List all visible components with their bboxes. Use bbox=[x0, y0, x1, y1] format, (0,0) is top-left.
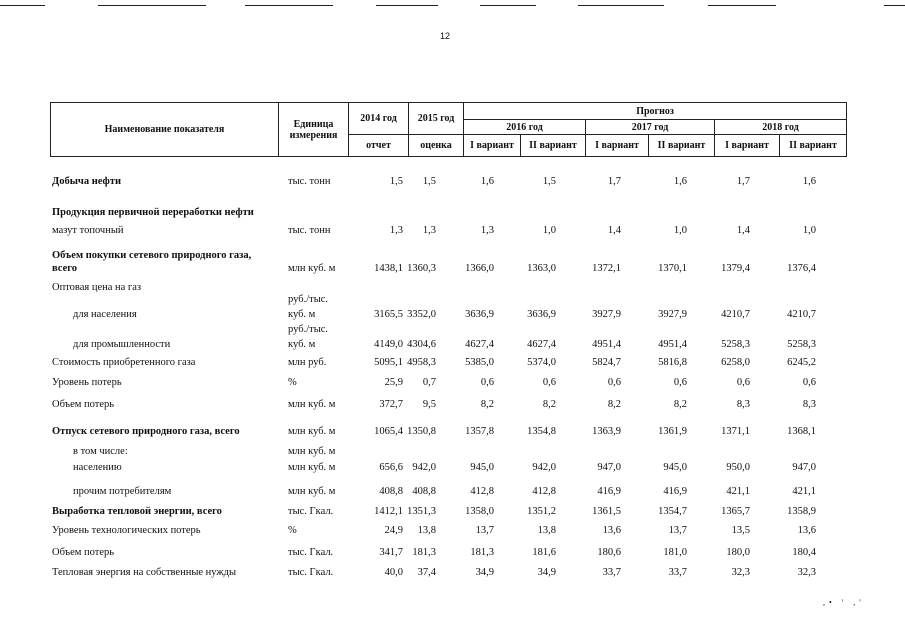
row-value: 942,0 bbox=[532, 462, 556, 473]
row-unit: % bbox=[288, 525, 297, 536]
row-value: 947,0 bbox=[792, 462, 816, 473]
top-rule bbox=[480, 5, 536, 6]
row-unit: тыс. Гкал. bbox=[288, 547, 334, 558]
row-value: 5385,0 bbox=[465, 357, 494, 368]
header-variant-1: I вариант bbox=[464, 135, 521, 157]
row-label: Отпуск сетевого природного газа, всего bbox=[52, 426, 240, 437]
header-variant-2: II вариант bbox=[521, 135, 586, 157]
row-value: 3636,9 bbox=[527, 309, 556, 320]
row-label: для промышленности bbox=[73, 339, 171, 350]
row-unit: млн руб. bbox=[288, 357, 327, 368]
row-value: 13,5 bbox=[731, 525, 750, 536]
top-rule bbox=[245, 5, 333, 6]
row-value: 34,9 bbox=[537, 567, 556, 578]
row-unit: куб. м bbox=[288, 339, 316, 350]
row-value: 1361,9 bbox=[658, 426, 687, 437]
row-value: 1358,9 bbox=[787, 506, 816, 517]
table-row bbox=[0, 426, 905, 440]
header-2014: 2014 год bbox=[349, 103, 409, 135]
row-value: 181,3 bbox=[412, 547, 436, 558]
row-value: 412,8 bbox=[532, 486, 556, 497]
row-value: 32,3 bbox=[731, 567, 750, 578]
row-value: 1379,4 bbox=[721, 263, 750, 274]
row-value: 1350,8 bbox=[407, 426, 436, 437]
row-value: 1,6 bbox=[802, 176, 816, 187]
row-value: 8,2 bbox=[673, 399, 687, 410]
row-value: 1351,2 bbox=[527, 506, 556, 517]
row-value: 1366,0 bbox=[465, 263, 494, 274]
row-value: 3927,9 bbox=[592, 309, 621, 320]
row-value: 1,6 bbox=[480, 176, 494, 187]
row-value: 181,0 bbox=[663, 547, 687, 558]
row-value: 1,6 bbox=[673, 176, 687, 187]
row-value: 3636,9 bbox=[465, 309, 494, 320]
row-value: 8,3 bbox=[736, 399, 750, 410]
row-value: 37,4 bbox=[417, 567, 436, 578]
row-value: 656,6 bbox=[379, 462, 403, 473]
row-label: для населения bbox=[73, 309, 137, 320]
row-value: 0,6 bbox=[736, 377, 750, 388]
row-value: 6245,2 bbox=[787, 357, 816, 368]
row-value: 1360,3 bbox=[407, 263, 436, 274]
table-row bbox=[0, 294, 905, 308]
row-unit: куб. м bbox=[288, 309, 316, 320]
table-row bbox=[0, 462, 905, 476]
row-value: 4304,6 bbox=[407, 339, 436, 350]
row-value: 1357,8 bbox=[465, 426, 494, 437]
top-rule bbox=[0, 5, 45, 6]
table-row bbox=[0, 176, 905, 190]
row-value: 416,9 bbox=[663, 486, 687, 497]
row-value: 4951,4 bbox=[658, 339, 687, 350]
row-value: 5258,3 bbox=[721, 339, 750, 350]
row-value: 1370,1 bbox=[658, 263, 687, 274]
table-row bbox=[0, 207, 905, 221]
row-value: 1354,7 bbox=[658, 506, 687, 517]
row-value: 1065,4 bbox=[374, 426, 403, 437]
row-value: 0,6 bbox=[673, 377, 687, 388]
row-value: 1361,5 bbox=[592, 506, 621, 517]
row-value: 8,2 bbox=[480, 399, 494, 410]
row-value: 0,6 bbox=[802, 377, 816, 388]
row-value: 34,9 bbox=[475, 567, 494, 578]
row-value: 32,3 bbox=[797, 567, 816, 578]
row-value: 9,5 bbox=[422, 399, 436, 410]
row-label: всего bbox=[52, 263, 78, 274]
row-unit: млн куб. м bbox=[288, 486, 336, 497]
row-unit: руб./тыс. bbox=[288, 324, 329, 335]
table-row bbox=[0, 547, 905, 561]
row-value: 0,6 bbox=[480, 377, 494, 388]
row-value: 4958,3 bbox=[407, 357, 436, 368]
row-unit: млн куб. м bbox=[288, 263, 336, 274]
row-unit: тыс. тонн bbox=[288, 176, 331, 187]
row-value: 945,0 bbox=[663, 462, 687, 473]
table-row bbox=[0, 309, 905, 323]
table-row bbox=[0, 525, 905, 539]
row-value: 412,8 bbox=[470, 486, 494, 497]
table-row bbox=[0, 324, 905, 338]
row-value: 180,4 bbox=[792, 547, 816, 558]
table-header bbox=[50, 102, 847, 157]
row-label: Выработка тепловой энергии, всего bbox=[52, 506, 222, 517]
row-value: 180,6 bbox=[597, 547, 621, 558]
row-label: Уровень технологических потерь bbox=[52, 525, 201, 536]
row-value: 1351,3 bbox=[407, 506, 436, 517]
row-value: 33,7 bbox=[602, 567, 621, 578]
row-label: Добыча нефти bbox=[52, 176, 122, 187]
row-value: 1363,0 bbox=[527, 263, 556, 274]
table-row bbox=[0, 399, 905, 413]
row-value: 372,7 bbox=[379, 399, 403, 410]
row-value: 13,6 bbox=[602, 525, 621, 536]
row-value: 1,3 bbox=[480, 225, 494, 236]
header-2017: 2017 год bbox=[586, 120, 715, 135]
row-value: 13,7 bbox=[475, 525, 494, 536]
row-value: 942,0 bbox=[412, 462, 436, 473]
row-unit: тыс. Гкал. bbox=[288, 506, 334, 517]
row-value: 13,8 bbox=[537, 525, 556, 536]
row-label: населению bbox=[73, 462, 122, 473]
row-value: 421,1 bbox=[792, 486, 816, 497]
table-row bbox=[0, 250, 905, 264]
row-value: 1,3 bbox=[422, 225, 436, 236]
row-value: 4627,4 bbox=[527, 339, 556, 350]
header-estimate: оценка bbox=[409, 135, 464, 157]
row-value: 0,6 bbox=[542, 377, 556, 388]
row-value: 181,6 bbox=[532, 547, 556, 558]
row-value: 3927,9 bbox=[658, 309, 687, 320]
header-variant-1: I вариант bbox=[715, 135, 780, 157]
row-value: 950,0 bbox=[726, 462, 750, 473]
header-variant-2: II вариант bbox=[780, 135, 847, 157]
table-row bbox=[0, 567, 905, 581]
row-label: Объем потерь bbox=[52, 547, 115, 558]
table-row bbox=[0, 486, 905, 500]
table-row bbox=[0, 506, 905, 520]
row-value: 1,5 bbox=[422, 176, 436, 187]
table-row bbox=[0, 357, 905, 371]
row-label: Тепловая энергия на собственные нужды bbox=[52, 567, 237, 578]
header-2015: 2015 год bbox=[409, 103, 464, 135]
row-value: 1,0 bbox=[542, 225, 556, 236]
row-value: 1376,4 bbox=[787, 263, 816, 274]
header-variant-1: I вариант bbox=[586, 135, 649, 157]
table-row bbox=[0, 377, 905, 391]
row-value: 4627,4 bbox=[465, 339, 494, 350]
row-unit: млн куб. м bbox=[288, 462, 336, 473]
row-value: 1,7 bbox=[736, 176, 750, 187]
row-value: 1372,1 bbox=[592, 263, 621, 274]
row-value: 180,0 bbox=[726, 547, 750, 558]
row-value: 1,5 bbox=[389, 176, 403, 187]
row-value: 1354,8 bbox=[527, 426, 556, 437]
row-value: 24,9 bbox=[384, 525, 403, 536]
row-value: 341,7 bbox=[379, 547, 403, 558]
row-value: 5374,0 bbox=[527, 357, 556, 368]
row-label: Объем покупки сетевого природного газа, bbox=[52, 250, 252, 261]
row-value: 1,5 bbox=[542, 176, 556, 187]
top-rule bbox=[98, 5, 206, 6]
row-unit: млн куб. м bbox=[288, 399, 336, 410]
row-value: 416,9 bbox=[597, 486, 621, 497]
row-label: Продукция первичной переработки нефти bbox=[52, 207, 254, 218]
row-value: 1371,1 bbox=[721, 426, 750, 437]
row-value: 1358,0 bbox=[465, 506, 494, 517]
row-label: мазут топочный bbox=[52, 225, 124, 236]
row-value: 1368,1 bbox=[787, 426, 816, 437]
row-label: Стоимость приобретенного газа bbox=[52, 357, 196, 368]
row-unit: млн куб. м bbox=[288, 446, 336, 457]
header-report: отчет bbox=[349, 135, 409, 157]
header-indicator: Наименование показателя bbox=[51, 103, 279, 157]
row-label: Объем потерь bbox=[52, 399, 115, 410]
row-unit: тыс. Гкал. bbox=[288, 567, 334, 578]
row-label: Оптовая цена на газ bbox=[52, 282, 142, 293]
row-label: прочим потребителям bbox=[73, 486, 172, 497]
top-rule bbox=[884, 5, 905, 6]
row-value: 408,8 bbox=[412, 486, 436, 497]
row-value: 947,0 bbox=[597, 462, 621, 473]
row-value: 945,0 bbox=[470, 462, 494, 473]
row-value: 5095,1 bbox=[374, 357, 403, 368]
row-value: 5824,7 bbox=[592, 357, 621, 368]
row-label: Уровень потерь bbox=[52, 377, 122, 388]
row-value: 1365,7 bbox=[721, 506, 750, 517]
row-value: 1,3 bbox=[389, 225, 403, 236]
header-2018: 2018 год bbox=[715, 120, 847, 135]
row-value: 13,6 bbox=[797, 525, 816, 536]
top-rule bbox=[376, 5, 438, 6]
row-value: 1,0 bbox=[673, 225, 687, 236]
top-rule bbox=[708, 5, 776, 6]
header-variant-2: II вариант bbox=[649, 135, 715, 157]
row-value: 1,7 bbox=[607, 176, 621, 187]
row-value: 4210,7 bbox=[721, 309, 750, 320]
row-value: 40,0 bbox=[384, 567, 403, 578]
row-value: 8,3 bbox=[802, 399, 816, 410]
header-unit: Единица измерения bbox=[279, 103, 349, 157]
row-value: 3165,5 bbox=[374, 309, 403, 320]
row-unit: % bbox=[288, 377, 297, 388]
row-unit: тыс. тонн bbox=[288, 225, 331, 236]
row-value: 421,1 bbox=[726, 486, 750, 497]
row-value: 4149,0 bbox=[374, 339, 403, 350]
row-value: 25,9 bbox=[384, 377, 403, 388]
row-value: 181,3 bbox=[470, 547, 494, 558]
row-value: 408,8 bbox=[379, 486, 403, 497]
row-unit: руб./тыс. bbox=[288, 294, 329, 305]
row-value: 8,2 bbox=[542, 399, 556, 410]
header-forecast: Прогноз bbox=[464, 103, 847, 120]
header-2016: 2016 год bbox=[464, 120, 586, 135]
row-value: 1363,9 bbox=[592, 426, 621, 437]
table-row bbox=[0, 339, 905, 353]
page-number: 12 bbox=[439, 31, 450, 41]
row-value: 1,0 bbox=[802, 225, 816, 236]
row-value: 3352,0 bbox=[407, 309, 436, 320]
table-row bbox=[0, 263, 905, 277]
row-value: 13,8 bbox=[417, 525, 436, 536]
row-value: 6258,0 bbox=[721, 357, 750, 368]
scan-marks: ,• ' ,' bbox=[823, 598, 865, 607]
row-value: 5816,8 bbox=[658, 357, 687, 368]
row-label: в том числе: bbox=[73, 446, 128, 457]
table-row bbox=[0, 446, 905, 460]
row-value: 13,7 bbox=[668, 525, 687, 536]
row-unit: млн куб. м bbox=[288, 426, 336, 437]
row-value: 1,4 bbox=[607, 225, 621, 236]
row-value: 4951,4 bbox=[592, 339, 621, 350]
table-row bbox=[0, 225, 905, 239]
row-value: 8,2 bbox=[607, 399, 621, 410]
row-value: 33,7 bbox=[668, 567, 687, 578]
row-value: 0,7 bbox=[422, 377, 436, 388]
row-value: 4210,7 bbox=[787, 309, 816, 320]
row-value: 1438,1 bbox=[374, 263, 403, 274]
row-value: 0,6 bbox=[607, 377, 621, 388]
row-value: 1412,1 bbox=[374, 506, 403, 517]
top-rule bbox=[578, 5, 664, 6]
row-value: 1,4 bbox=[736, 225, 750, 236]
row-value: 5258,3 bbox=[787, 339, 816, 350]
